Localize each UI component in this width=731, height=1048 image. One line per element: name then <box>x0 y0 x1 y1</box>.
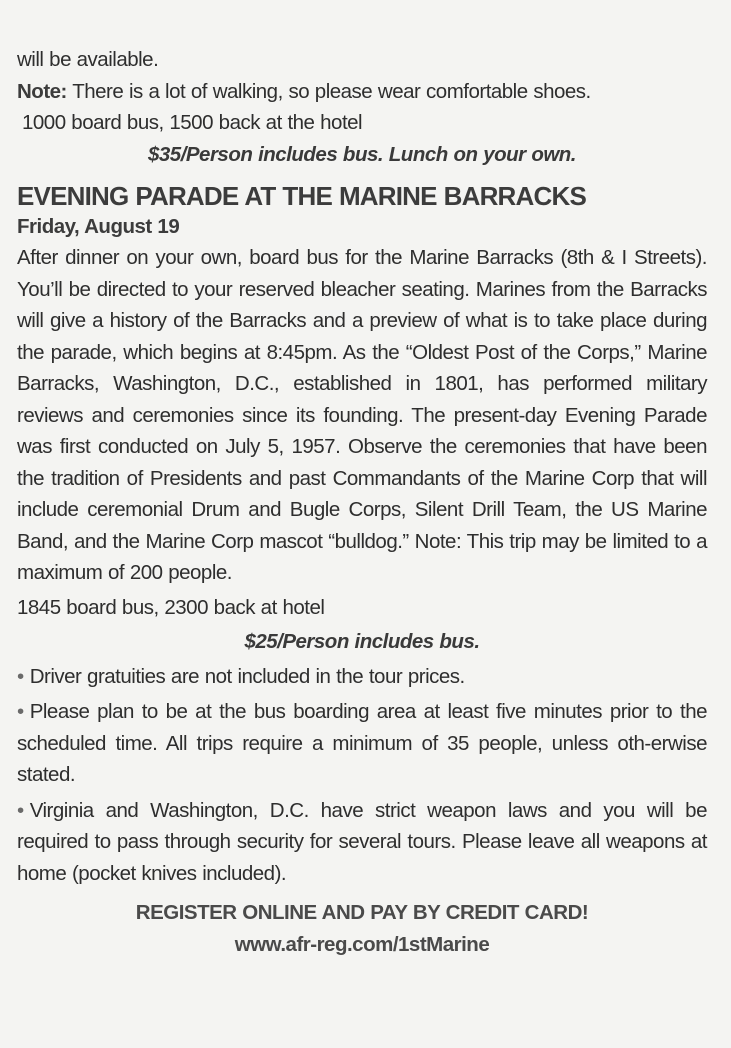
note-item <box>17 795 707 890</box>
note-item-text: Driver gratuities are not included in the tour prices. <box>29 664 465 688</box>
intro-schedule: 1000 board bus, 1500 back at the hotel <box>22 111 363 134</box>
intro-note <box>17 76 707 108</box>
section-description: After dinner on your own, board bus for the Marine Barracks (8th & I Streets). You’ll be directed to your reserved bleacher seating. Marines from the Barracks will give a history of the Barracks and a preview of what is to take place during the parade, which begins at 8:45pm. As the “Oldest Post of the Corps,” Marine Barracks, Washington, D.C., established in 1801, has performed military reviews and ceremonies since its founding. The present-day Evening Parade was first conducted on July 5, 1957. Observe the ceremonies that have been the tradition of Presidents and past Commandants of the Marine Corp that will include ceremonial Drum and Bugle Corps, Silent Drill Team, the US Marine Band, and the Marine Corp mascot “bulldog.” Note: This trip may be limited to a maximum of 200 people. <box>17 246 707 584</box>
intro-price: $35/Person includes bus. Lunch on your own. <box>147 142 576 166</box>
registration-url: www.afr-reg.com/1stMarine <box>234 933 490 956</box>
note-item <box>17 696 707 791</box>
document-page <box>17 44 707 961</box>
section-price: $25/Person includes bus. <box>244 630 480 653</box>
section-date: Friday, August 19 <box>17 215 180 238</box>
note-item <box>17 661 707 693</box>
bullet-icon: • <box>17 664 24 688</box>
bullet-icon: • <box>17 798 24 822</box>
note-item-text: Please plan to be at the bus boarding area at least five minutes prior to the scheduled time. All trips require a minimum of 35 people, unless oth-erwise stated. <box>17 700 707 786</box>
note-label: Note: <box>17 79 67 103</box>
note-item-text: Virginia and Washington, D.C. have strict weapon laws and you will be required to pass through security for several tours. Please leave all weapons at home (pocket knives included). <box>17 798 707 885</box>
intro-continuation: will be available. <box>17 48 159 71</box>
note-text: There is a lot of walking, so please wear comfortable shoes. <box>66 79 591 103</box>
section-schedule: 1845 board bus, 2300 back at hotel <box>17 595 325 619</box>
section-title-evening-parade: EVENING PARADE AT THE MARINE BARRACKS <box>17 181 586 211</box>
register-banner: REGISTER ONLINE AND PAY BY CREDIT CARD! <box>135 901 589 924</box>
bullet-icon: • <box>17 700 24 723</box>
